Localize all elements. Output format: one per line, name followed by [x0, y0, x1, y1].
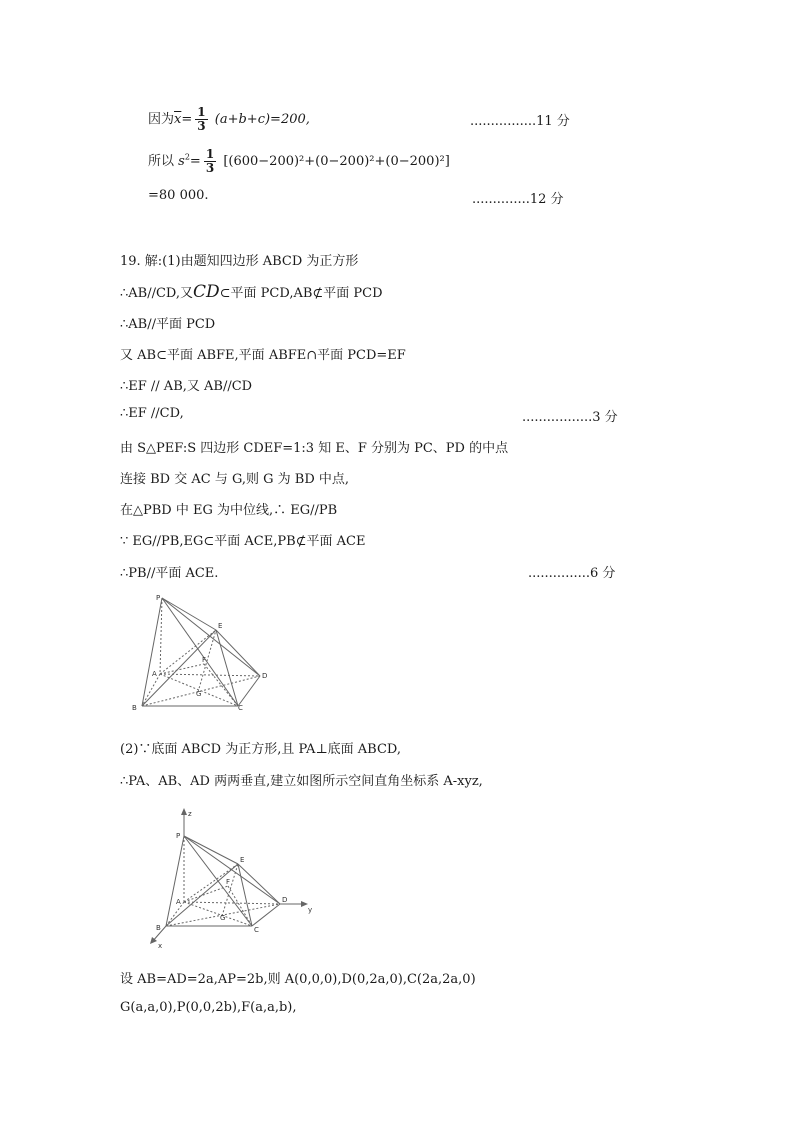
label-y: y [308, 906, 313, 914]
label-A: A [152, 670, 157, 678]
label-z: z [188, 810, 192, 818]
q19-line-2: ∴AB//CD,又CD⊂平面 PCD,AB⊄平面 PCD [120, 282, 383, 302]
score-3: .................3 分 [522, 410, 618, 425]
label-B: B [156, 924, 161, 932]
label-D: D [282, 896, 288, 904]
label-A: A [176, 898, 181, 906]
q19-line-8: 连接 BD 交 AC 与 G,则 G 为 BD 中点, [120, 472, 350, 487]
label-D: D [262, 672, 268, 680]
q19-part2-line-3: 设 AB=AD=2a,AP=2b,则 A(0,0,0),D(0,2a,0),C(2a,2a,0) [120, 972, 476, 987]
q19-part2-line-1: (2)∵底面 ABCD 为正方形,且 PA⊥底面 ABCD, [120, 742, 402, 757]
label-F: F [202, 656, 207, 664]
label-C: C [254, 926, 259, 934]
q19-line-4: 又 AB⊂平面 ABFE,平面 ABFE∩平面 PCD=EF [120, 348, 406, 363]
variance-result: =80 000. [148, 188, 209, 203]
q19-line-10: ∵ EG//PB,EG⊂平面 ACE,PB⊄平面 ACE [120, 534, 366, 549]
score-12: ..............12 分 [472, 192, 564, 207]
score-11: ................11 分 [470, 114, 570, 129]
variance-equation: 所以 $s^2=$ $\frac{1}{3}$ [(600−200)²+(0−200)²+(0−200)²] [148, 147, 450, 175]
q19-line-11: ∴PB//平面 ACE. [120, 566, 219, 581]
q19-part2-line-2: ∴PA、AB、AD 两两垂直,建立如图所示空间直角坐标系 A-xyz, [120, 774, 483, 789]
label-G: G [196, 690, 202, 698]
label-P: P [176, 832, 181, 840]
label-P: P [156, 594, 161, 602]
pyramid-figure-1 [120, 588, 280, 713]
label-E: E [218, 622, 223, 630]
label-F: F [226, 878, 231, 886]
q19-line-7: 由 S△PEF:S 四边形 CDEF=1:3 知 E、F 分别为 PC、PD 的中点 [120, 441, 509, 456]
x-bar: $\overline{x}$ [174, 112, 182, 127]
coordinate-figure-2 [140, 808, 320, 950]
label-C: C [238, 704, 243, 712]
label-G: G [220, 914, 226, 922]
q19-line-6: ∴EF //CD, [120, 406, 184, 421]
label-B: B [132, 704, 137, 712]
label-x: x [158, 942, 163, 950]
mean-equation: 因为$\overline{x}=$ $\frac{1}{3}$ (a+b+c)=200, [148, 105, 310, 133]
label-E: E [240, 856, 245, 864]
q19-line-5: ∴EF // AB,又 AB//CD [120, 379, 253, 394]
q19-part2-line-4: G(a,a,0),P(0,0,2b),F(a,a,b), [120, 1000, 297, 1015]
q19-line-3: ∴AB//平面 PCD [120, 317, 216, 332]
q19-line-1: 19. 解:(1)由题知四边形 ABCD 为正方形 [120, 254, 359, 269]
score-6: ...............6 分 [528, 566, 616, 581]
fraction-one-third: $\frac{1}{3}$ [205, 147, 215, 175]
q19-line-9: 在△PBD 中 EG 为中位线,∴ EG//PB [120, 503, 338, 518]
fraction-one-third: $\frac{1}{3}$ [197, 105, 206, 133]
